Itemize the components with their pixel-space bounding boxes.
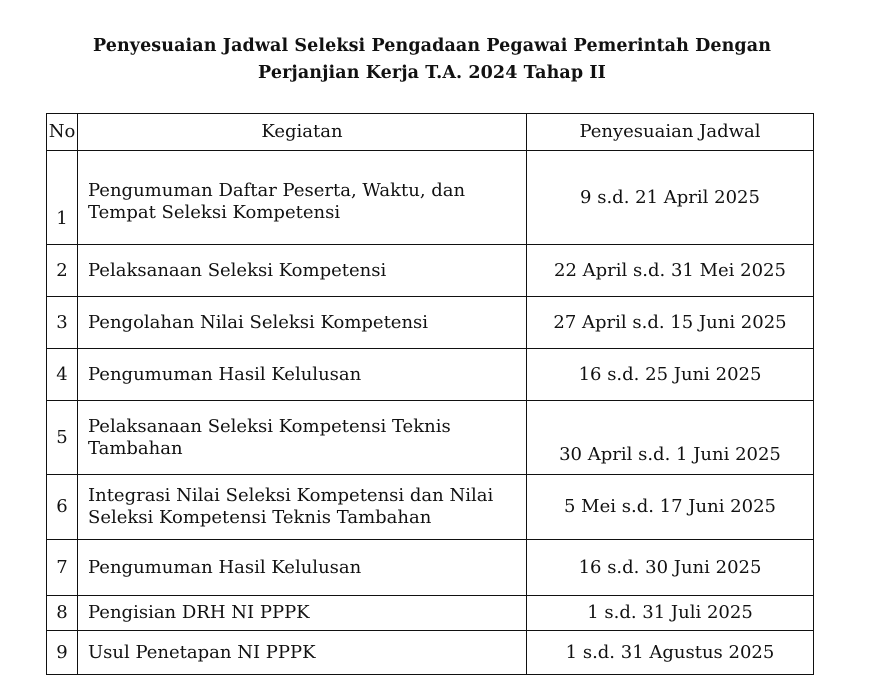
kegiatan-line: Pelaksanaan Seleksi Kompetensi Teknis	[88, 415, 451, 437]
cell-kegiatan: Pengumuman Hasil Kelulusan	[78, 349, 527, 401]
cell-jadwal: 1 s.d. 31 Juli 2025	[527, 596, 814, 631]
cell-kegiatan	[78, 475, 527, 540]
kegiatan-line: Tambahan	[88, 437, 183, 459]
cell-no: 6	[47, 475, 78, 540]
header-no: No	[47, 114, 78, 151]
cell-kegiatan	[78, 401, 527, 475]
table-row	[47, 297, 814, 349]
cell-jadwal: 5 Mei s.d. 17 Juni 2025	[527, 475, 814, 540]
table-row	[47, 596, 814, 631]
cell-kegiatan: Pengisian DRH NI PPPK	[78, 596, 527, 631]
header-jadwal: Penyesuaian Jadwal	[527, 114, 814, 151]
table-row	[47, 401, 814, 475]
document-title	[0, 33, 864, 87]
cell-kegiatan: Pengolahan Nilai Seleksi Kompetensi	[78, 297, 527, 349]
table-row	[47, 151, 814, 245]
title-line-2: Perjanjian Kerja T.A. 2024 Tahap II	[258, 63, 606, 83]
kegiatan-line: Pengumuman Daftar Peserta, Waktu, dan	[88, 179, 466, 201]
kegiatan-line: Integrasi Nilai Seleksi Kompetensi dan Nilai	[88, 485, 494, 506]
header-kegiatan: Kegiatan	[78, 114, 527, 151]
schedule-table	[46, 113, 814, 675]
table-row	[47, 349, 814, 401]
cell-no: 7	[47, 540, 78, 596]
table-row	[47, 540, 814, 596]
cell-jadwal: 22 April s.d. 31 Mei 2025	[527, 245, 814, 297]
cell-no: 1	[47, 151, 78, 245]
cell-jadwal: 27 April s.d. 15 Juni 2025	[527, 297, 814, 349]
cell-jadwal: 1 s.d. 31 Agustus 2025	[527, 631, 814, 675]
title-line-1: Penyesuaian Jadwal Seleksi Pengadaan Pegawai Pemerintah Dengan	[92, 36, 772, 56]
cell-kegiatan: Usul Penetapan NI PPPK	[78, 631, 527, 675]
cell-jadwal: 16 s.d. 30 Juni 2025	[527, 540, 814, 596]
cell-no: 4	[47, 349, 78, 401]
cell-no: 5	[47, 401, 78, 475]
cell-kegiatan	[78, 151, 527, 245]
cell-kegiatan: Pelaksanaan Seleksi Kompetensi	[78, 245, 527, 297]
table-header-row	[47, 114, 814, 151]
cell-no: 3	[47, 297, 78, 349]
cell-no: 8	[47, 596, 78, 631]
cell-no: 9	[47, 631, 78, 675]
cell-no: 2	[47, 245, 78, 297]
table-row	[47, 631, 814, 675]
table-row	[47, 475, 814, 540]
cell-kegiatan: Pengumuman Hasil Kelulusan	[78, 540, 527, 596]
table-row	[47, 245, 814, 297]
kegiatan-line: Tempat Seleksi Kompetensi	[88, 201, 341, 223]
cell-jadwal: 9 s.d. 21 April 2025	[527, 151, 814, 245]
cell-jadwal: 30 April s.d. 1 Juni 2025	[527, 401, 814, 475]
cell-jadwal: 16 s.d. 25 Juni 2025	[527, 349, 814, 401]
kegiatan-line: Seleksi Kompetensi Teknis Tambahan	[88, 507, 432, 528]
